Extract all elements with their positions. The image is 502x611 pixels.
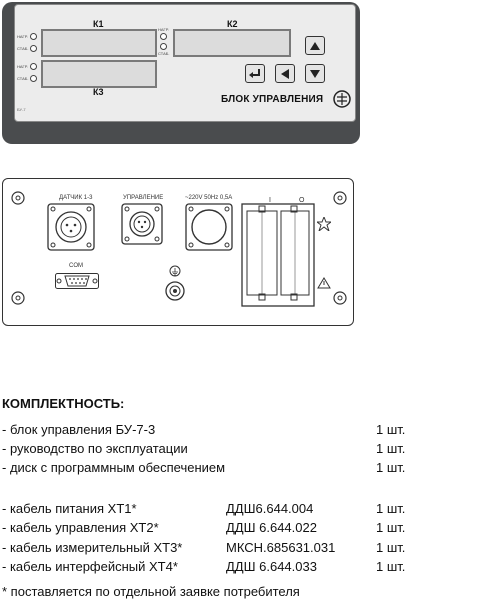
cable-item-code: ДДШ 6.644.033	[226, 559, 317, 574]
display-k2	[173, 29, 291, 57]
cable-item-qty: 1 шт.	[376, 501, 406, 516]
list-item-name: - блок управления БУ-7-3	[2, 422, 156, 437]
connector-label-sensor: ДАТЧИК 1-3	[59, 195, 93, 201]
connector-label-com: COM	[69, 263, 83, 269]
display-label-k3: К3	[93, 87, 104, 97]
switch-label-on: I	[269, 197, 271, 204]
indicator-stab-1	[17, 45, 37, 52]
brand-label: БЛОК УПРАВЛЕНИЯ	[221, 94, 324, 105]
screw-icon	[11, 191, 25, 205]
down-button[interactable]	[305, 64, 325, 83]
cable-item-code: ДДШ 6.644.022	[226, 520, 317, 535]
list-item-qty: 1 шт.	[376, 422, 406, 437]
enter-arrow-icon	[249, 69, 261, 79]
indicator-heat-1	[17, 33, 37, 40]
power-connector-icon	[185, 203, 233, 251]
list-item-qty: 1 шт.	[376, 441, 406, 456]
cable-item-name: - кабель управления XT2*	[2, 520, 159, 535]
indicator-label: СТАБ.	[158, 51, 170, 56]
led-icon	[30, 63, 37, 70]
cable-item-qty: 1 шт.	[376, 559, 406, 574]
connector-label-control: УПРАВЛЕНИЕ	[123, 195, 164, 201]
led-icon	[30, 33, 37, 40]
indicator-stab-3	[17, 75, 37, 82]
up-button[interactable]	[305, 36, 325, 55]
cable-item-name: - кабель питания XT1*	[2, 501, 137, 516]
ground-terminal-icon	[163, 265, 187, 301]
indicator-label: НАГР.	[158, 27, 169, 32]
cable-item-qty: 1 шт.	[376, 540, 406, 555]
led-icon	[30, 75, 37, 82]
cable-item-code: МКСН.685631.031	[226, 540, 336, 555]
control-connector-icon	[121, 203, 163, 245]
display-label-k2: К2	[227, 19, 238, 29]
switch-label-off: O	[299, 197, 305, 204]
completeness-heading: КОМПЛЕКТНОСТЬ:	[2, 396, 125, 411]
power-switch-fuse-block[interactable]	[241, 203, 315, 307]
screw-icon	[11, 291, 25, 305]
screw-icon	[333, 291, 347, 305]
display-label-k1: К1	[93, 19, 104, 29]
indicator-label: НАГР.	[17, 34, 28, 39]
indicator-heat-3	[17, 63, 37, 70]
front-panel-face	[14, 4, 356, 122]
left-button[interactable]	[275, 64, 295, 83]
footnote: * поставляется по отдельной заявке потребителя	[2, 584, 300, 599]
triangle-down-icon	[310, 70, 320, 78]
com-port-icon	[55, 273, 99, 289]
front-panel-drawing	[2, 2, 360, 144]
triangle-left-icon	[281, 69, 289, 79]
led-icon	[30, 45, 37, 52]
enter-button[interactable]	[245, 64, 265, 83]
list-item-name: - руководство по эксплуатации	[2, 441, 188, 456]
list-item-qty: 1 шт.	[376, 460, 406, 475]
fuse-star-icon	[317, 217, 331, 231]
sensor-connector-icon	[47, 203, 95, 251]
led-icon	[160, 33, 167, 40]
cable-item-name: - кабель измерительный XT3*	[2, 540, 183, 555]
indicator-label: НАГР.	[17, 64, 28, 69]
screw-icon	[333, 191, 347, 205]
list-item-name: - диск с программным обеспечением	[2, 460, 226, 475]
indicator-label: СТАБ.	[17, 76, 29, 81]
warning-icon	[317, 277, 331, 289]
connector-label-power: ~220V 50Hz 0,5A	[185, 195, 233, 201]
rear-panel-drawing	[2, 178, 354, 326]
indicator-stab-2	[158, 43, 169, 56]
logo-icon	[333, 90, 351, 108]
cable-item-name: - кабель интерфейсный XT4*	[2, 559, 178, 574]
model-mark: БУ-7	[17, 107, 26, 112]
triangle-up-icon	[310, 42, 320, 50]
display-k1	[41, 29, 157, 57]
cable-item-qty: 1 шт.	[376, 520, 406, 535]
led-icon	[160, 43, 167, 50]
cable-item-code: ДДШ6.644.004	[226, 501, 314, 516]
indicator-label: СТАБ.	[17, 46, 29, 51]
indicator-heat-2	[158, 27, 169, 40]
display-k3	[41, 60, 157, 88]
